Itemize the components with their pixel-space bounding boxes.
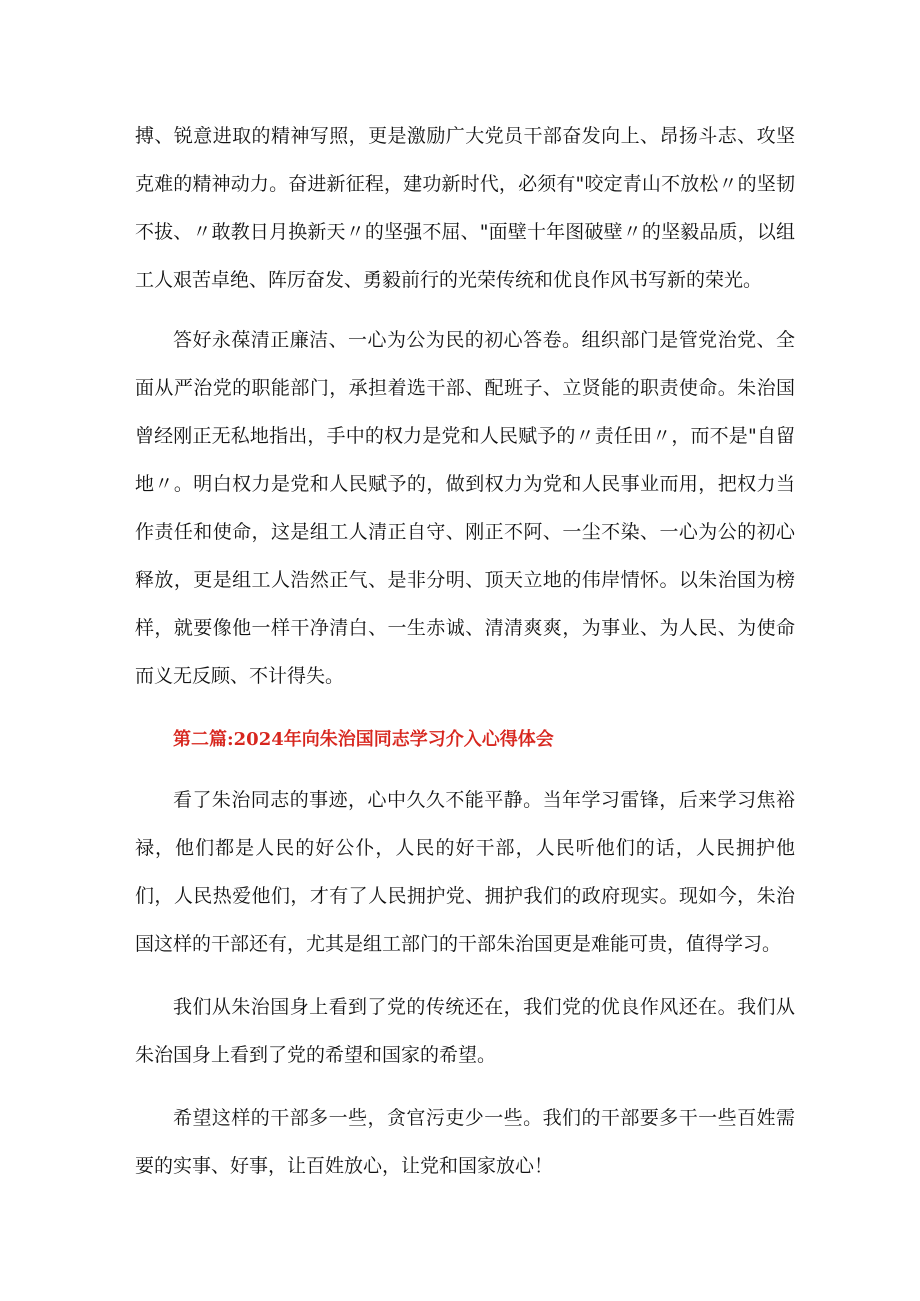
paragraph-hope: 希望这样的干部多一些，贪官污吏少一些。我们的干部要多干一些百姓需要的实事、好事，让百姓放心，让党和国家放心！ bbox=[135, 1107, 795, 1177]
paragraph-reflection: 看了朱治同志的事迹，心中久久不能平静。当年学习雷锋，后来学习焦裕禄，他们都是人民的好公仆，人民的好干部，人民听他们的话，人民拥护他们，人民热爱他们，才有了人民拥护党、拥护我们的政府现实。现如今，朱治国这样的干部还有，尤其是组工部门的干部朱治国更是难能可贵，值得学习。 bbox=[135, 789, 795, 955]
paragraph-integrity: 答好永葆清正廉洁、一心为公为民的初心答卷。组织部门是管党治党、全面从严治党的职能部门，承担着选干部、配班子、立贤能的职责使命。朱治国曾经刚正无私地指出，手中的权力是党和人民赋予的〃责任田〃，而不是"自留地〃。明白权力是党和人民赋予的，做到权力为党和人民事业而用，把权力当作责任和使命，这是组工人清正自守、刚正不阿、一尘不染、一心为公的初心释放，更是组工人浩然正气、是非分明、顶天立地的伟岸情怀。以朱治国为榜样，就要像他一样干净清白、一生赤诚、清清爽爽，为事业、为人民、为使命而义无反顾、不计得失。 bbox=[135, 329, 795, 687]
paragraph-tradition: 我们从朱治国身上看到了党的传统还在，我们党的优良作风还在。我们从朱治国身上看到了党的希望和国家的希望。 bbox=[135, 996, 795, 1066]
paragraph-continuation: 搏、锐意进取的精神写照，更是激励广大党员干部奋发向上、昂扬斗志、攻坚克难的精神动力。奋进新征程，建功新时代，必须有"咬定青山不放松〃的坚韧不拔、〃敢教日月换新天〃的坚强不屈、"面壁十年图破壁〃的坚毅品质，以组工人艰苦卓绝、阵厉奋发、勇毅前行的光荣传统和优良作风书写新的荣光。 bbox=[135, 125, 795, 291]
document-body bbox=[135, 112, 795, 1190]
section-heading: 第二篇:2024年向朱治国同志学习介入心得体会 bbox=[173, 729, 554, 750]
